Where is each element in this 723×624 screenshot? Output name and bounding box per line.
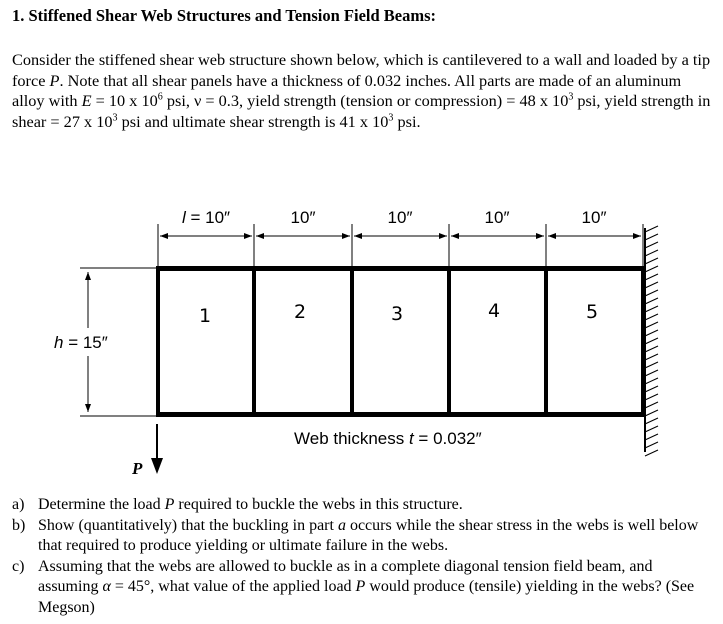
intro-modulus-symbol: E: [81, 91, 92, 110]
intro-load-symbol: P: [49, 70, 60, 90]
dimension-ticks: [158, 224, 643, 268]
panel-number-2: 2: [293, 301, 307, 323]
stiffener: [447, 266, 451, 417]
intro-exponent: 6: [157, 91, 163, 103]
dimension-label-4: 10″: [484, 208, 510, 227]
intro-text-3: = 10 x 10: [91, 91, 158, 110]
wall-support: [645, 226, 658, 456]
panel-number-3: 3: [390, 303, 404, 325]
panel-number-5: 5: [585, 301, 599, 323]
intro-paragraph: [12, 50, 717, 132]
bottom-flange: [156, 412, 644, 417]
intro-text-4: psi, ν = 0.3, yield strength (tension or compression) = 48 x 10: [162, 91, 569, 110]
question-text: occurs while the shear stress in the webs is well below that required to produce yielding or ultimate failure in the webs.: [38, 516, 699, 554]
panel-number-4: 4: [487, 300, 501, 322]
question-label: c): [12, 557, 25, 575]
question-text: required to buckle the webs in this structure.: [174, 496, 463, 513]
stiffener: [156, 266, 160, 417]
intro-text-1: Consider the stiffened shear web structure shown below, which is cantilevered to a wall and loaded by a tip force: [12, 50, 711, 90]
dimension-label-5: 10″: [581, 208, 607, 227]
stiffener: [350, 266, 354, 417]
dimension-label-1: l = 10″: [181, 208, 231, 227]
stiffener: [252, 266, 256, 417]
question-label: a): [12, 496, 25, 513]
question-item: [12, 516, 712, 557]
question-text: = 45°, what value of the applied load: [110, 578, 356, 595]
dimension-label-3: 10″: [387, 208, 413, 227]
intro-text-7: psi.: [393, 111, 421, 131]
intro-text-6: psi and ultimate shear strength is 41 x 10: [117, 111, 389, 131]
question-list: [12, 495, 712, 618]
question-label: b): [12, 516, 26, 534]
panel-number-1: 1: [198, 305, 212, 327]
web-thickness-label: Web thickness t = 0.032″: [294, 429, 482, 448]
top-flange: [156, 266, 644, 271]
height-label: h = 15″: [54, 333, 108, 352]
question-text: Show (quantitatively) that the buckling in part: [38, 516, 338, 534]
question-symbol: a: [337, 516, 346, 534]
question-symbol: P: [355, 578, 366, 595]
question-symbol: α: [102, 578, 111, 595]
dimension-label-2: 10″: [290, 208, 316, 227]
intro-exponent: 3: [388, 112, 394, 124]
stiffener: [544, 266, 548, 417]
intro-exponent: 3: [112, 112, 118, 124]
problem-statement: [12, 50, 717, 132]
question-symbol: P: [164, 496, 175, 513]
beam-structure: [156, 266, 645, 417]
intro-text-5: psi, yield strength in shear = 27 x 10: [12, 91, 711, 131]
question-text: would produce (tensile) yielding in the webs? (See Megson): [38, 578, 695, 616]
question-item: [12, 495, 712, 516]
question-text: Determine the load: [38, 496, 165, 513]
load-label: P: [132, 459, 143, 478]
question-text: Assuming that the webs are allowed to buckle as in a complete diagonal tension field beam, and assuming: [38, 557, 653, 595]
problem-heading: 1. Stiffened Shear Web Structures and Tension Field Beams:: [12, 6, 437, 25]
intro-text-2: . Note that all shear panels have a thickness of 0.032 inches. All parts are made of an aluminum alloy with: [12, 70, 682, 110]
stiffened-web-diagram: [0, 195, 723, 495]
question-item: [12, 557, 712, 619]
intro-exponent: 3: [568, 91, 574, 103]
tip-load-arrow: [151, 424, 163, 474]
